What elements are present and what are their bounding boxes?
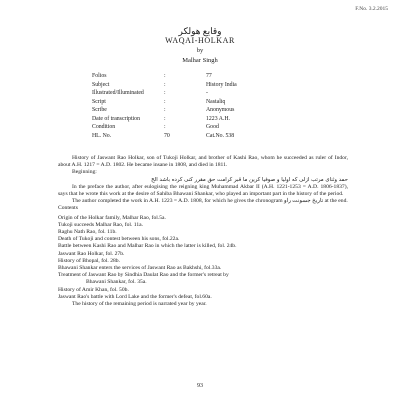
metadata-label: Condition [92,124,116,130]
metadata-row: Folios : 77 [92,72,322,81]
metadata-label: Scribe [92,107,107,113]
metadata-row: Date of transcription : 1223 A.H. [92,115,322,124]
catalogue-number: Cat.No. 538 [206,132,235,139]
metadata-row: Condition : Good [92,123,322,132]
file-reference: F.No. 3.2.2015 [355,6,388,12]
catalogue-id-row [92,132,322,141]
title-urdu: وقایع هولکر [178,26,222,36]
metadata-label: Subject [92,81,110,88]
contents-item: Jaswant Rao's battle with Lord Lake and the former's defeat, fol.60a. [58,293,212,300]
contents-label: Contents [58,205,78,212]
contents-item: History of Amir Khan, fol. 50b. [58,286,129,293]
metadata-value: Good [206,124,219,130]
contents-item: Battle between Kashi Rao and Malhar Rao in which the latter is killed, fol. 24b. [58,243,237,250]
contents-item: Raghu Nath Rao, fol. 11b. [58,229,117,236]
contents-item: Death of Tukoji and contest between his sons, fol.22a. [58,236,180,243]
hl-number-label: HL. No. [92,132,112,139]
closing-sentence: The history of the remaining period is narrated year by year. [72,301,207,308]
title-block [0,26,400,66]
by-line: by [196,47,204,54]
metadata-label: Date of transcription [92,115,140,122]
page-number: 93 [197,383,203,389]
metadata-row: Script : Nastaliq [92,98,322,107]
hl-number: 70 [164,132,170,139]
beginning-text: حمد وثنای مرتب ازلی که اولیا و صوفیا کرین ما قبر کرامت حق مقرر کنی کرده باشد الخ [151,176,348,183]
metadata-label: Folios [92,73,107,79]
metadata-row: Scribe : Anonymous [92,106,322,115]
work-title: WAQAI-HOLKAR [165,36,235,45]
contents-item: Tukoji succeeds Malhar Rao, fol. 11a. [58,221,144,228]
metadata-value: History India [206,81,237,88]
metadata-value: 1223 A.H. [206,115,230,122]
metadata-label: Illustrated/Illuminated [92,90,144,96]
contents-list [58,215,348,301]
metadata-row: Illustrated/Illuminated : - [92,89,322,98]
description-body [58,155,348,308]
paragraph-preface: In the preface the author, after eulogising the reigning king Muhammad Akbar II (A.H. 1221-1253 = A.D. 1806-1837), says that he wrote this work at the desire of Sahiba Bhawani Shankar, who played an important part in the history of the period. [58,183,348,198]
contents-item: Origin of the Holkar family, Malhar Rao, fol.5a. [58,214,166,221]
metadata-value: Nastaliq [206,98,226,105]
contents-item: Jaswant Rao Holkar, fol. 27b. [58,250,125,257]
paragraph-history: History of Jaswant Rao Holkar, son of Tukoji Holkar, and brother of Kashi Rao, whom he succeeded as ruler of Indor, about A.H. 1217 = A.D. 1802. He became insane in 1808, and died in 1811. [58,155,348,169]
metadata-value: 77 [206,73,212,79]
metadata-value: - [206,90,208,96]
metadata-label: Script [92,98,106,105]
metadata-value: Anonymous [206,107,235,113]
contents-item: Bhawani Shankar enters the services of Jaswant Rao as Bakhshi, fol.33a. [58,265,222,272]
contents-item: Treatment of Jaswant Rao by Sindhia Daulat Rao and the former's retreat by [58,272,229,279]
contents-item: History of Bhopal, fol. 28b. [58,257,120,264]
metadata-row: Subject : History India [92,81,322,90]
paragraph-completion: The author completed the work in A.H. 1223 = A.D. 1808, for which he gives the chronogram تاریخ جسونت راو at the end. [72,198,348,205]
beginning-label: Beginning: [72,169,97,176]
metadata-table [92,72,322,140]
contents-item: Bhawani Shankar, fol. 35a. [86,279,147,286]
author-name: Malhar Singh [182,57,218,64]
